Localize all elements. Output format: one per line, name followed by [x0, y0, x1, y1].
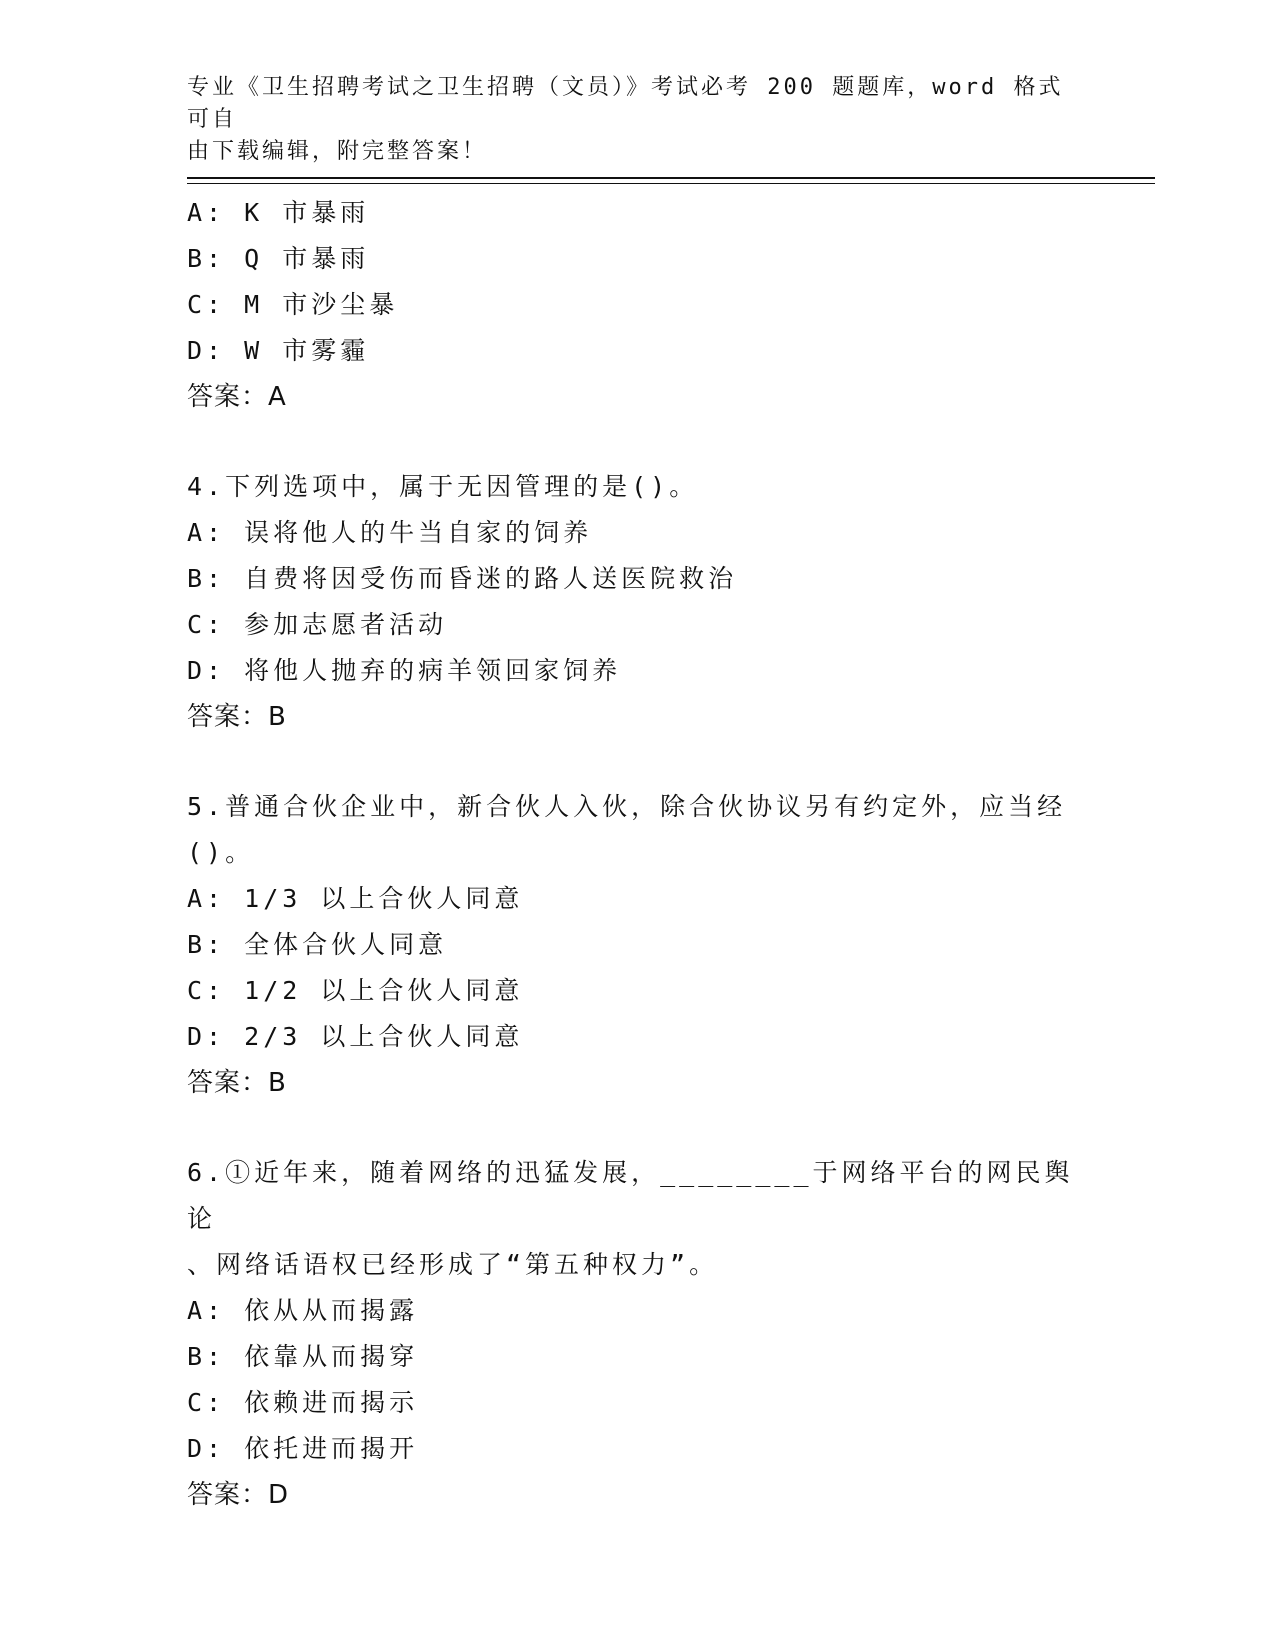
- option-b: B: 全体合伙人同意: [187, 930, 448, 959]
- option-d: D: 依托进而揭开: [187, 1434, 419, 1463]
- option-c: C: M 市沙尘暴: [187, 290, 399, 319]
- question-stem: 4.下列选项中，属于无因管理的是()。: [187, 472, 699, 501]
- header-title-line-2: 由下载编辑，附完整答案！: [187, 139, 488, 164]
- header-title-line-1: 专业《卫生招聘考试之卫生招聘（文员）》考试必考 200 题题库，word 格式可自: [187, 75, 1064, 132]
- option-d: D: 将他人抛弃的病羊领回家饲养: [187, 656, 622, 685]
- answer-text: 答案：B: [187, 702, 287, 732]
- question-list: [187, 190, 1087, 1518]
- answer-text: 答案：A: [187, 382, 287, 412]
- question-stem-continued: ()。: [187, 838, 255, 867]
- option-a: A: 依从从而揭露: [187, 1296, 419, 1325]
- question-block-6: [187, 1150, 1087, 1518]
- option-d: D: W 市雾霾: [187, 336, 370, 365]
- option-b: B: 自费将因受伤而昏迷的路人送医院救治: [187, 564, 738, 593]
- option-d: D: 2/3 以上合伙人同意: [187, 1022, 524, 1051]
- header-divider-thick: [187, 177, 1155, 179]
- question-block-4: [187, 464, 1087, 740]
- option-c: C: 依赖进而揭示: [187, 1388, 419, 1417]
- option-a: A: 误将他人的牛当自家的饲养: [187, 518, 593, 547]
- option-a: A: 1/3 以上合伙人同意: [187, 884, 524, 913]
- question-block-5: [187, 784, 1087, 1106]
- document-header: [187, 72, 1067, 168]
- question-stem-continued: 、网络话语权已经形成了“第五种权力”。: [187, 1250, 719, 1279]
- option-a: A: K 市暴雨: [187, 198, 370, 227]
- question-stem: 5.普通合伙企业中，新合伙人入伙，除合伙协议另有约定外，应当经: [187, 792, 1067, 821]
- option-c: C: 参加志愿者活动: [187, 610, 448, 639]
- option-b: B: Q 市暴雨: [187, 244, 370, 273]
- option-c: C: 1/2 以上合伙人同意: [187, 976, 524, 1005]
- question-block-3: [187, 190, 1087, 420]
- answer-text: 答案：D: [187, 1480, 290, 1510]
- header-divider-thin: [187, 183, 1155, 184]
- answer-text: 答案：B: [187, 1068, 287, 1098]
- option-b: B: 依靠从而揭穿: [187, 1342, 419, 1371]
- question-stem: 6.①近年来，随着网络的迅猛发展，________于网络平台的网民舆论: [187, 1158, 1074, 1233]
